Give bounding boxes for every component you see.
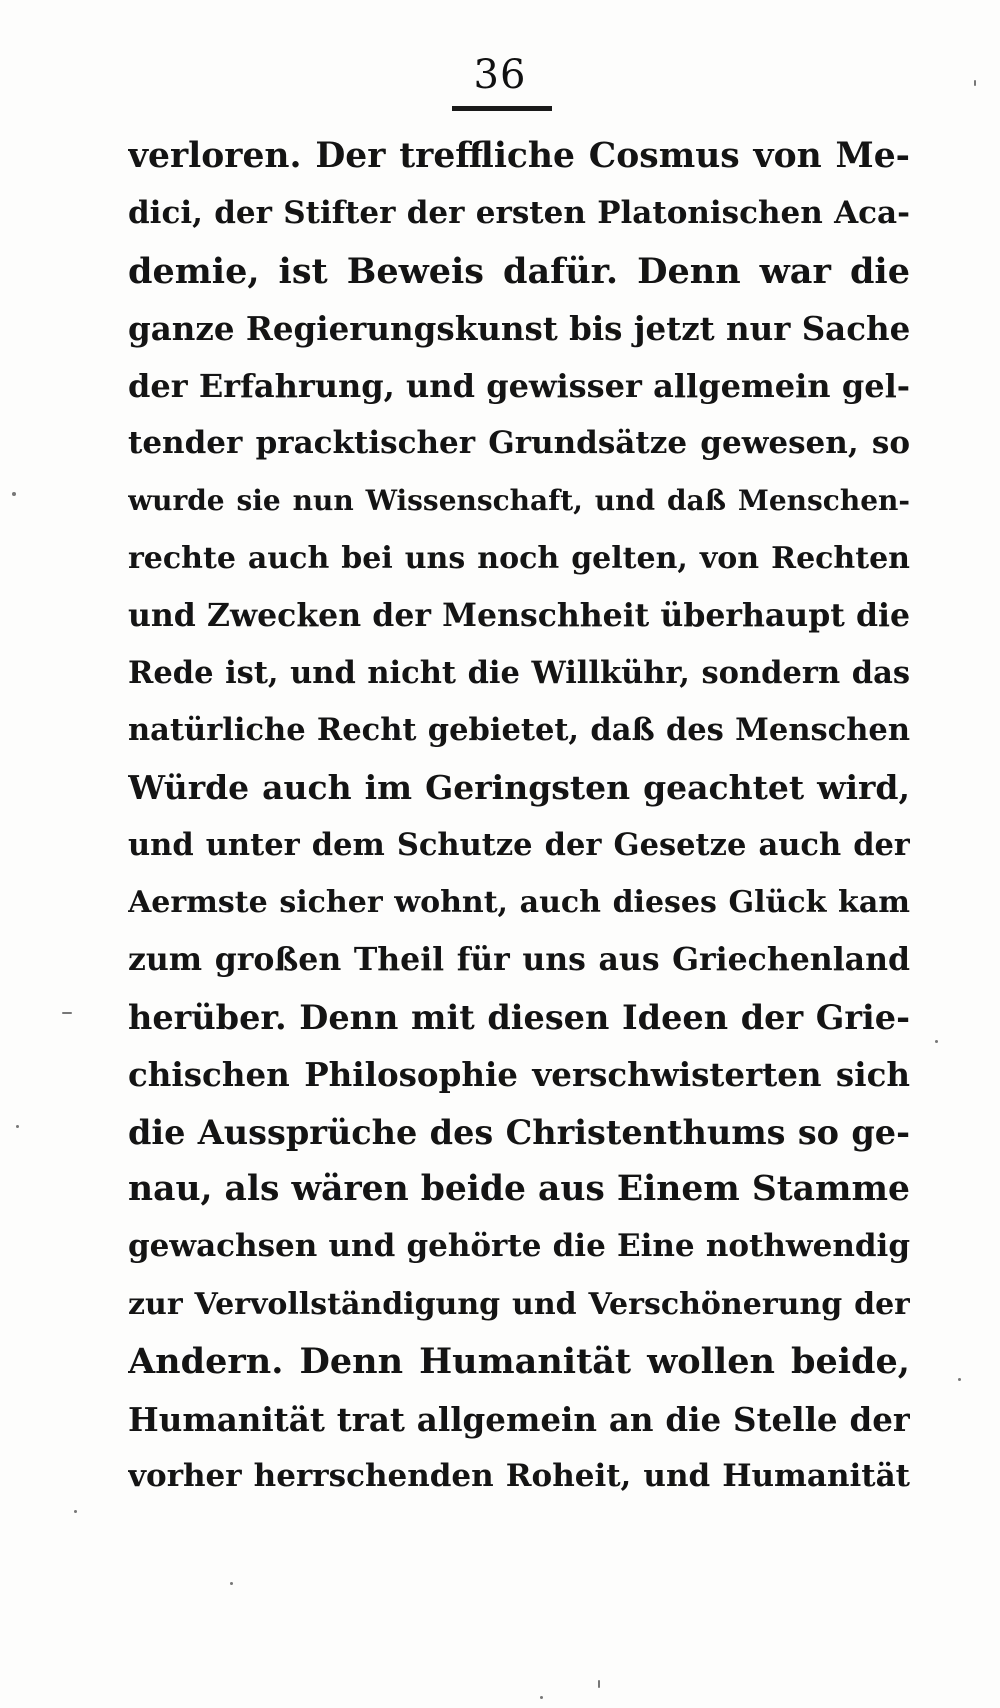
paper-speck: [62, 1012, 72, 1014]
paper-speck: [74, 1510, 77, 1513]
paper-speck: [958, 1378, 961, 1381]
paper-speck: [16, 1125, 19, 1128]
text-line: tender pracktischer Grundsätze gewesen, so: [128, 424, 910, 461]
paper-speck: [935, 1040, 938, 1043]
text-line: Würde auch im Geringsten geachtet wird,: [128, 768, 910, 808]
text-line: wurde sie nun Wissenschaft, und daß Menschen-: [128, 484, 910, 518]
paper-speck: [974, 80, 976, 86]
text-line: Rede ist, und nicht die Willkühr, sondern das: [128, 654, 910, 691]
text-line: zum großen Theil für uns aus Griechenland: [128, 941, 910, 979]
text-line: nau, als wären beide aus Einem Stamme: [128, 1169, 910, 1210]
text-line: zur Vervollständigung und Verschönerung der: [128, 1286, 910, 1322]
text-line: verloren. Der treffliche Cosmus von Me-: [128, 136, 910, 176]
text-line: und Zwecken der Menschheit überhaupt die: [128, 597, 910, 635]
text-line: gewachsen und gehörte die Eine nothwendig: [128, 1228, 910, 1265]
text-line: herüber. Denn mit diesen Ideen der Grie-: [128, 997, 910, 1037]
text-line: rechte auch bei uns noch gelten, von Rechten: [128, 540, 910, 576]
text-line: natürliche Recht gebietet, daß des Menschen: [128, 711, 910, 748]
page-number-rule: [452, 106, 552, 111]
body-text: [128, 128, 910, 1505]
page-number: 36: [473, 52, 527, 98]
paper-speck: [598, 1680, 600, 1688]
text-line: und unter dem Schutze der Gesetze auch der: [128, 826, 910, 863]
text-line: der Erfahrung, und gewisser allgemein gel-: [128, 366, 910, 405]
paper-speck: [540, 1696, 543, 1699]
text-line: Andern. Denn Humanität wollen beide,: [128, 1341, 910, 1383]
text-line: demie, ist Beweis dafür. Denn war die: [128, 250, 910, 292]
text-line: dici, der Stifter der ersten Platonischen Aca-: [128, 195, 910, 232]
text-line: die Aussprüche des Christenthums so ge-: [128, 1112, 910, 1152]
text-line: chischen Philosophie verschwisterten sich: [128, 1055, 910, 1095]
paper-speck: [12, 492, 16, 496]
text-line: ganze Regierungskunst bis jetzt nur Sache: [128, 309, 910, 349]
text-line: vorher herrschenden Roheit, und Humanität: [128, 1457, 910, 1494]
text-line: Humanität trat allgemein an die Stelle der: [128, 1399, 910, 1439]
paper-speck: [230, 1582, 233, 1585]
text-line: Aermste sicher wohnt, auch dieses Glück kam: [128, 885, 910, 921]
